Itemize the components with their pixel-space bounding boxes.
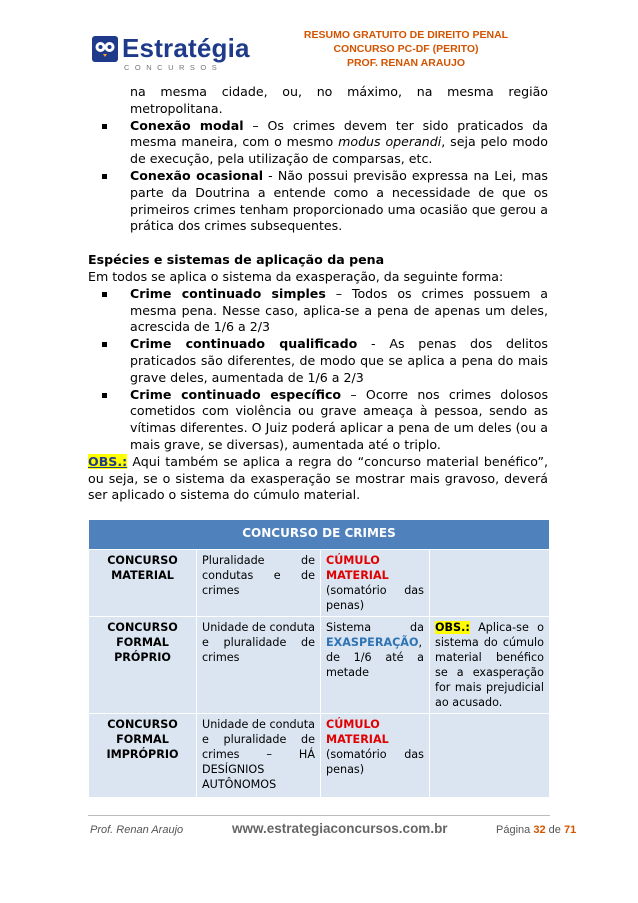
bullet-icon bbox=[102, 393, 107, 398]
list-item-text: - Não possui previsão expressa na Lei, mas parte da Doutrina a entende como a necessidade de que os primeiros crimes tenham proporcionado uma ocasião que gerou a prática dos crimes subsequentes. bbox=[130, 167, 548, 234]
obs-paragraph bbox=[88, 454, 548, 504]
page-num: 32 bbox=[533, 824, 546, 836]
row-description: Pluralidade de condutas e de crimes bbox=[197, 550, 321, 617]
system-highlight: CÚMULO MATERIAL bbox=[326, 554, 389, 582]
footer-page-number bbox=[496, 824, 576, 836]
list-item-text: , seja pelo modo de execução, pela utilização de comparsas, etc. bbox=[130, 134, 548, 167]
system-rest: (somatório das penas) bbox=[326, 584, 424, 612]
bullet-icon bbox=[102, 292, 107, 297]
document-header bbox=[300, 28, 512, 70]
footer-site-link[interactable]: www.estrategiaconcursos.com.br bbox=[232, 821, 448, 836]
italic-term: modus operandi bbox=[338, 134, 442, 150]
table-row bbox=[89, 617, 550, 714]
estrategia-logo bbox=[92, 33, 250, 74]
especifico-label: Crime continuado específico bbox=[130, 386, 342, 402]
simples-label: Crime continuado simples bbox=[130, 285, 326, 301]
conexao-ocasional-label: Conexão ocasional bbox=[130, 167, 264, 183]
footer-author: Prof. Renan Araujo bbox=[90, 824, 184, 836]
logo-word: Estratégia bbox=[122, 33, 250, 63]
intro-text: Em todos se aplica o sistema da exasperação, da seguinte forma: bbox=[88, 268, 504, 284]
table-title: CONCURSO DE CRIMES bbox=[89, 520, 550, 550]
crime-continuado-list bbox=[88, 286, 548, 454]
list-item-text: - As penas dos delitos praticados são diferentes, de modo que se aplica a pena do mais grave deles, aumentada de 1/6 a 2/3 bbox=[130, 336, 548, 385]
list-item-text: – Ocorre nos crimes dolosos cometidos com violência ou grave ameaça à pessoa, sendo as vítimas diferentes. O Juiz poderá aplicar a pena de um deles (ou a mais grave, se diversas), aumentada até o triplo. bbox=[130, 386, 549, 452]
system-pre: Sistema da bbox=[326, 621, 424, 634]
list-item-text: – Todos os crimes possuem a mesma pena. Nesse caso, aplica-se a pena de apenas um deles, acrescida de 1/6 a 2/3 bbox=[130, 285, 548, 335]
conexao-modal-label: Conexão modal bbox=[130, 117, 244, 133]
logo-subtitle: CONCURSOS bbox=[124, 63, 223, 72]
header-line-3: PROF. RENAN ARAUJO bbox=[346, 57, 466, 69]
obs-text: Aplica-se o sistema do cúmulo material benéfico se a exasperação for mais prejudicial ao acusado. bbox=[435, 621, 544, 709]
page-of: de bbox=[548, 824, 561, 836]
bullet-icon bbox=[102, 124, 107, 129]
obs-label: OBS.: bbox=[435, 621, 470, 634]
row-description: Unidade de conduta e pluralidade de crimes bbox=[197, 617, 321, 714]
header-line-1: RESUMO GRATUITO DE DIREITO PENAL bbox=[303, 29, 509, 41]
row-system bbox=[321, 714, 430, 798]
row-obs bbox=[430, 714, 550, 798]
row-system bbox=[321, 550, 430, 617]
bullet-icon bbox=[102, 342, 107, 347]
row-system bbox=[321, 617, 430, 714]
list-item bbox=[88, 118, 548, 168]
table-row bbox=[89, 714, 550, 798]
system-rest: (somatório das penas) bbox=[326, 748, 424, 776]
page-total: 71 bbox=[563, 824, 577, 836]
system-highlight: CÚMULO MATERIAL bbox=[326, 718, 389, 746]
section-heading: Espécies e sistemas de aplicação da pena bbox=[88, 252, 385, 268]
list-item bbox=[88, 387, 548, 454]
list-item bbox=[88, 336, 548, 386]
obs-text: Aqui também se aplica a regra do “concurso material benéfico”, ou seja, se o sistema da exasperação se mostrar mais gravoso, deverá ser aplicado o sistema do cúmulo material. bbox=[88, 453, 548, 503]
row-obs bbox=[430, 617, 550, 714]
header-line-2: CONCURSO PC-DF (PERITO) bbox=[333, 43, 479, 55]
bullet-icon bbox=[102, 174, 107, 179]
system-rest: , de 1/6 até a metade bbox=[326, 636, 424, 679]
obs-label: OBS.: bbox=[88, 453, 128, 469]
row-description: Unidade de conduta e pluralidade de crimes – HÁ DESÍGNIOS AUTÔNOMOS bbox=[197, 714, 321, 798]
row-label: CONCURSO MATERIAL bbox=[89, 550, 197, 617]
row-label: CONCURSO FORMAL PRÓPRIO bbox=[89, 617, 197, 714]
owl-logo-icon bbox=[92, 36, 118, 62]
concurso-crimes-table bbox=[88, 519, 550, 798]
list-item bbox=[88, 168, 548, 235]
footer-divider bbox=[88, 815, 550, 816]
document-body bbox=[88, 84, 548, 504]
row-label: CONCURSO FORMAL IMPRÓPRIO bbox=[89, 714, 197, 798]
connection-list bbox=[88, 118, 548, 236]
row-obs bbox=[430, 550, 550, 617]
table-row bbox=[89, 550, 550, 617]
system-highlight: EXASPERAÇÃO bbox=[326, 636, 419, 649]
continued-text: na mesma cidade, ou, no máximo, na mesma região metropolitana. bbox=[130, 84, 548, 116]
list-item bbox=[88, 286, 548, 336]
list-item-text: – Os crimes devem ter sido praticados da mesma maneira, com o mesmo bbox=[130, 117, 548, 150]
qualificado-label: Crime continuado qualificado bbox=[130, 336, 358, 352]
page-word: Página bbox=[496, 824, 531, 836]
